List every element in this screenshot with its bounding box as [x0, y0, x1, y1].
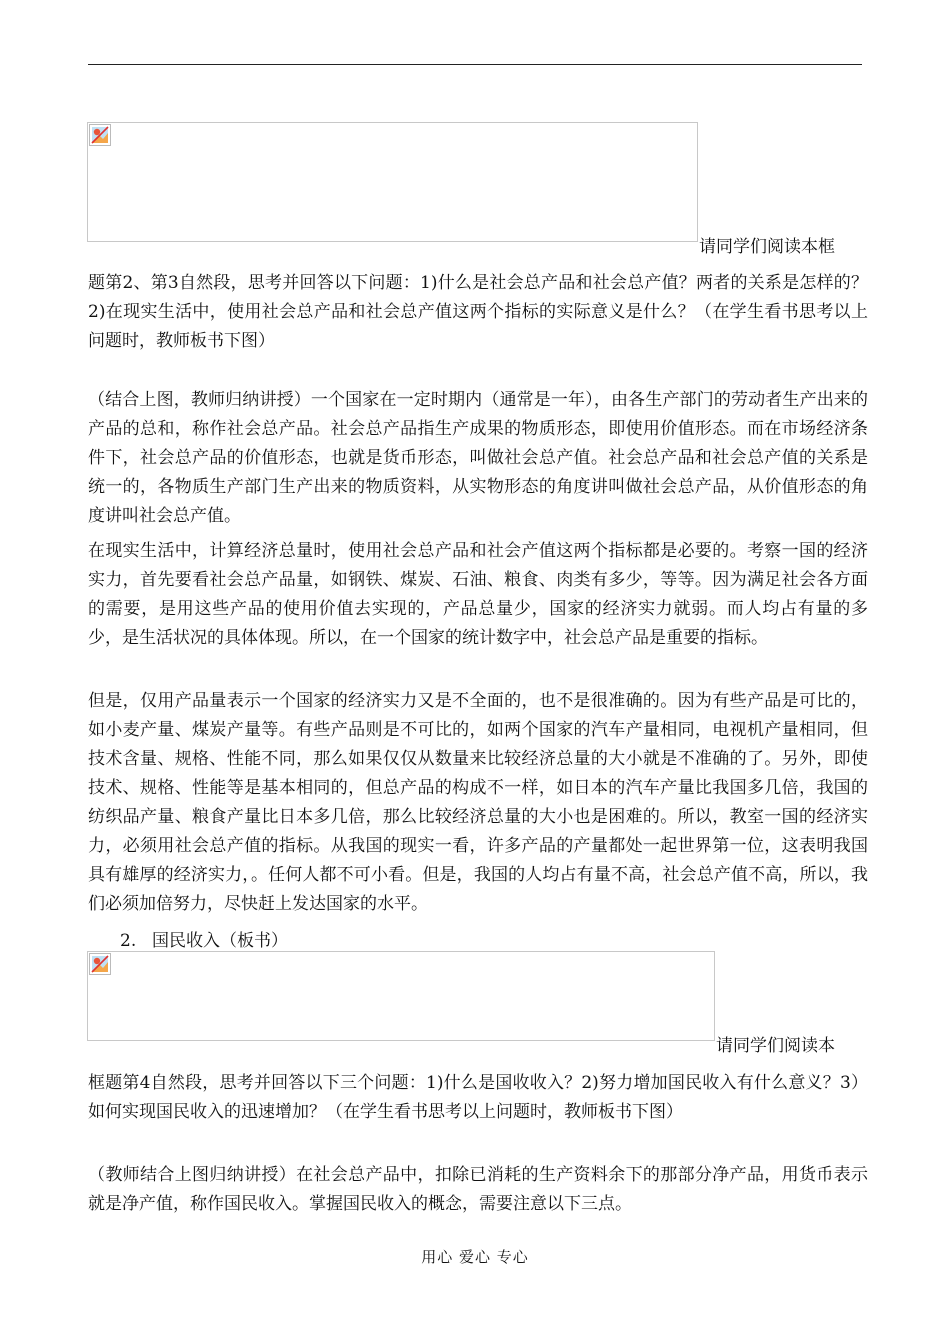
page-footer: 用心 爱心 专心	[421, 1248, 529, 1266]
image1-caption-tail: 请同学们阅读本框	[699, 237, 835, 257]
paragraph-6: （教师结合上图归纳讲授）在社会总产品中，扣除已消耗的生产资料余下的那部分净产品，用货币表示就是净产值，称作国民收入。掌握国民收入的概念，需要注意以下三点。	[88, 1165, 868, 1214]
paragraph-5: 框题第4自然段，思考并回答以下三个问题：1)什么是国收收入？2)努力增加国民收入有什么意义？3）如何实现国民收入的迅速增加？（在学生看书思考以上问题时，教师板书下图）	[88, 1073, 868, 1122]
section-title: 国民收入（板书）	[152, 931, 288, 951]
broken-image-icon	[89, 124, 111, 146]
image-placeholder-1	[87, 122, 698, 242]
paragraph-4: 但是，仅用产品量表示一个国家的经济实力又是不全面的，也不是很准确的。因为有些产品是可比的，如小麦产量、煤炭产量等。有些产品则是不可比的，如两个国家的汽车产量相同，电视机产量相同，但技术含量、规格、性能不同，那么如果仅仅从数量来比较经济总量的大小就是不准确的了。另外，即使技术、规格、性能等是基本相同的，但总产品的构成不一样，如日本的汽车产量比我国多几倍，我国的纺织品产量、粮食产量比日本多几倍，那么比较经济总量的大小也是困难的。所以，教室一国的经济实力，必须用社会总产值的指标。从我国的现实一看，许多产品的产量都处一起世界第一位，这表明我国具有雄厚的经济实力，。任何人都不可小看。但是，我国的人均占有量不高，社会总产值不高，所以，我们必须加倍努力，尽快赶上发达国家的水平。	[88, 691, 868, 914]
image2-caption-tail: 请同学们阅读本	[716, 1036, 835, 1056]
paragraph-1: 题第2、第3自然段，思考并回答以下问题：1)什么是社会总产品和社会总产值？两者的关系是怎样的？2)在现实生活中，使用社会总产品和社会总产值这两个指标的实际意义是什么？（在学生看书思考以上问题时，教师板书下图）	[88, 273, 868, 351]
image-placeholder-2	[87, 951, 715, 1041]
broken-image-icon	[89, 953, 111, 975]
section-number: 2.	[120, 931, 137, 951]
paragraph-2: （结合上图，教师归纳讲授）一个国家在一定时期内（通常是一年），由各生产部门的劳动者生产出来的产品的总和，称作社会总产品。社会总产品指生产成果的物质形态，即使用价值形态。而在市场经济条件下，社会总产品的价值形态，也就是货币形态，叫做社会总产值。社会总产品和社会总产值的关系是统一的，各物质生产部门生产出来的物质资料，从实物形态的角度讲叫做社会总产品，从价值形态的角度讲叫社会总产值。	[88, 390, 868, 526]
paragraph-3: 在现实生活中，计算经济总量时，使用社会总产品和社会产值这两个指标都是必要的。考察一国的经济实力，首先要看社会总产品量，如钢铁、煤炭、石油、粮食、肉类有多少，等等。因为满足社会各方面的需要，是用这些产品的使用价值去实现的，产品总量少，国家的经济实力就弱。而人均占有量的多少，是生活状况的具体体现。所以，在一个国家的统计数字中，社会总产品是重要的指标。	[88, 541, 868, 648]
header-rule	[88, 64, 862, 65]
